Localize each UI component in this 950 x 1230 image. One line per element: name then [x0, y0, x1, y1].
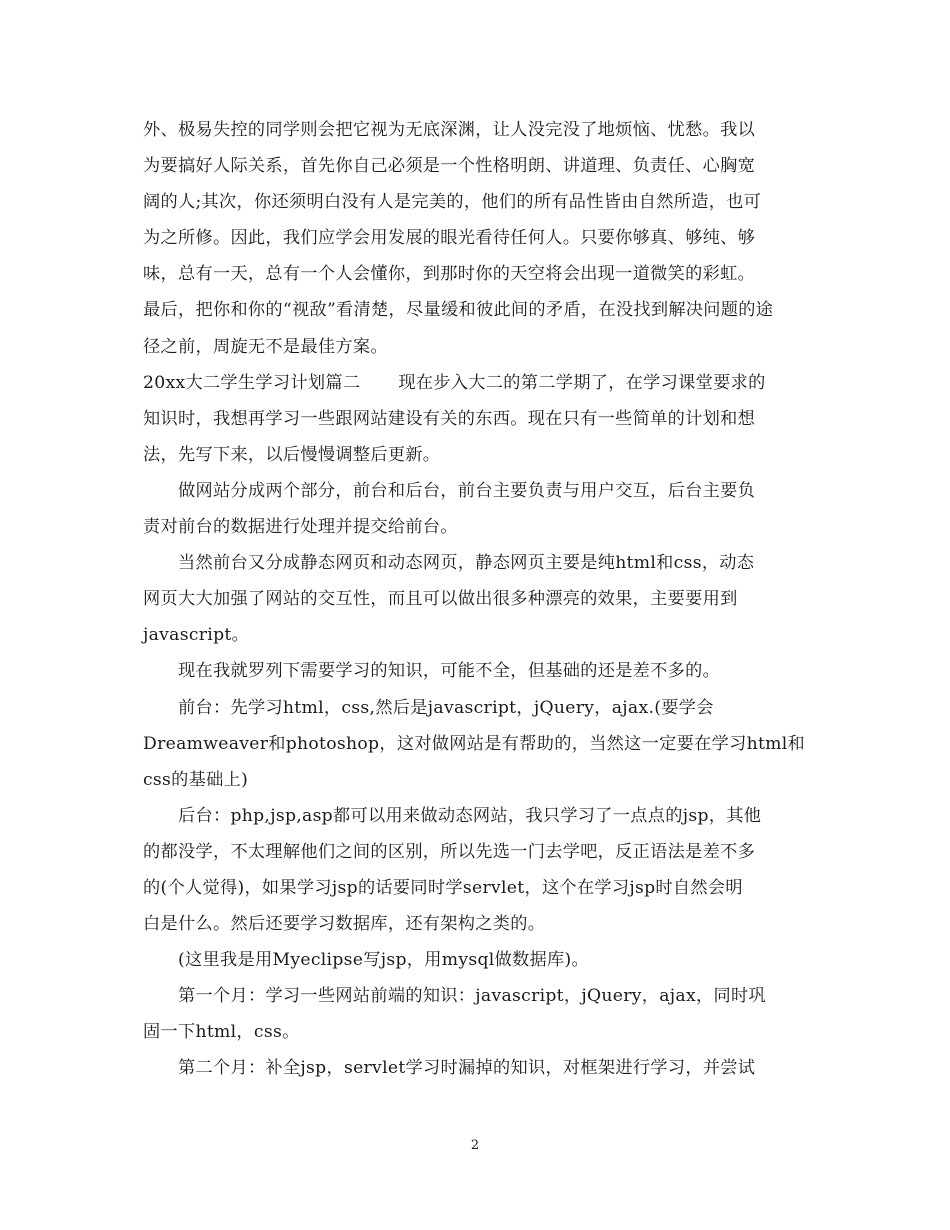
text-line: 的都没学，不太理解他们之间的区别，所以先选一门去学吧，反正语法是差不多	[143, 841, 756, 862]
paragraph-first-line: 前台：先学习html，css,然后是javascript，jQuery，ajax.(要学会	[178, 697, 714, 718]
text-line: 阔的人;其次，你还须明白没有人是完美的，他们的所有品性皆由自然所造，也可	[143, 192, 762, 213]
text-line: javascript。	[143, 625, 250, 646]
paragraph-first-line: 现在我就罗列下需要学习的知识，可能不全，但基础的还是差不多的。	[178, 661, 721, 682]
text-line: 责对前台的数据进行处理并提交给前台。	[143, 517, 458, 538]
text-line: 的(个人觉得)，如果学习jsp的话要同时学servlet，这个在学习jsp时自然会明	[143, 877, 743, 898]
text-line: 白是什么。然后还要学习数据库，还有架构之类的。	[143, 914, 546, 935]
paragraph-first-line: (这里我是用Myeclipse写jsp，用mysql做数据库)。	[178, 950, 590, 971]
paragraph-first-line: 当然前台又分成静态网页和动态网页，静态网页主要是纯html和css，动态	[178, 553, 755, 574]
page-number: 2	[470, 1138, 480, 1153]
text-line: 为要搞好人际关系，首先你自己必须是一个性格明朗、讲道理、负责任、心胸宽	[143, 156, 756, 177]
text-line: 网页大大加强了网站的交互性，而且可以做出很多种漂亮的效果，主要要用到	[143, 589, 738, 610]
paragraph-first-line: 后台：php,jsp,asp都可以用来做动态网站，我只学习了一点点的jsp，其他	[178, 805, 762, 826]
text-line: 味，总有一天，总有一个人会懂你，到那时你的天空将会出现一道微笑的彩虹。	[143, 264, 756, 285]
paragraph-first-line: 第二个月：补全jsp，servlet学习时漏掉的知识，对框架进行学习，并尝试	[178, 1058, 756, 1079]
section-title: 20xx大二学生学习计划篇二	[143, 372, 361, 393]
text-line: 径之前，周旋无不是最佳方案。	[143, 336, 388, 357]
document-body	[143, 118, 811, 1093]
text-line: 法，先写下来，以后慢慢调整后更新。	[143, 444, 441, 465]
text-line: Dreamweaver和photoshop，这对做网站是有帮助的，当然这一定要在学习html和	[143, 733, 806, 754]
paragraph-first-line: 第一个月：学习一些网站前端的知识：javascript，jQuery，ajax，同时巩	[178, 986, 766, 1007]
section-first-line: 现在步入大二的第二学期了，在学习课堂要求的	[398, 372, 766, 393]
text-line: 知识时，我想再学习一些跟网站建设有关的东西。现在只有一些简单的计划和想	[143, 408, 756, 429]
text-line: 最后，把你和你的“视敌”看清楚，尽量缓和彼此间的矛盾，在没找到解决问题的途	[143, 300, 774, 321]
text-line: 外、极易失控的同学则会把它视为无底深渊，让人没完没了地烦恼、忧愁。我以	[143, 120, 756, 140]
section-heading-line	[143, 371, 811, 407]
text-line: 固一下html，css。	[143, 1022, 300, 1043]
text-line: css的基础上)	[143, 769, 249, 790]
paragraph-first-line: 做网站分成两个部分，前台和后台，前台主要负责与用户交互，后台主要负	[178, 480, 756, 501]
text-line: 为之所修。因此，我们应学会用发展的眼光看待任何人。只要你够真、够纯、够	[143, 228, 756, 249]
